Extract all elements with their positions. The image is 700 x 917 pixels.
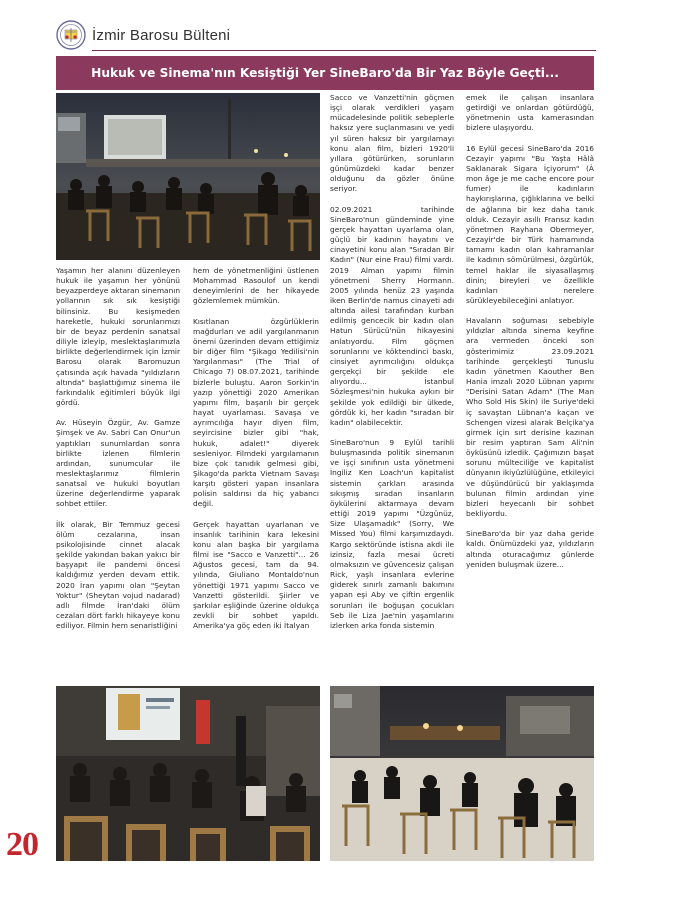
paragraph: SineBaro'da bir yaz daha geride kaldı. Önümüzdeki yaz, yıldızların altında oturacağımız günlerde yeniden buluşmak üzere... [466,529,594,569]
paragraph: Yaşamın her alanını düzenleyen hukuk ile yaşamın her yönünü beyazperdeye aktaran sinemanın yollarının sık sık kesiştiği bilinsiniz. Bu kesişmeden hareketle, hukuki sorunlarımızı bir de beyaz perdenin sanatsal diliyle izleyip, meslektaşlarımızla birlikte değerlendirmek için İzmir Barosu olarak Baromuzun çatısında açık havada "yıldızların altında" başlattığımız sinema ile farkındalık eğitimleri büyük ilgi gördü. [56,266,180,408]
page-header [56,20,596,52]
rooftop-screening-photo [56,93,320,260]
rooftop-audience-photo [330,686,594,861]
page-number: 20 [6,826,38,863]
article-column-1 [56,266,180,641]
paragraph: İlk olarak, Bir Temmuz gecesi ölüm cezalarına, insan psikolojisinde cinnet alacak şekilde yakından bakan yakıcı bir başyapıt ile pandemi öncesi kaldığımız yerden devam ettik. 2020 İran yapımı olan "Şeytan Yoktur" (Sheytan vojud nadarad) adlı filmde İran'daki ölüm cezaları dört farklı hikayeye konu ediliyor. Filmin hem senaristliğini [56,519,180,631]
bar-association-logo-icon [56,20,86,50]
paragraph: Havaların soğuması sebebiyle yıldızlar altında sinema keyfine ara vermeden önceki son gösterimimiz 23.09.2021 tarihinde gerçekleşti Tunuslu kadın yönetmen Kaouther Ben Hania imzalı 2020 Lübnan yapımı "Derisini Satan Adam" (The Man Who Sold His Skin) ile Suriye'deki iç savaştan Lübnan'a kaçan ve Schengen vizesi alarak Belçika'ya girmek için sırt derisine kazınan bir resim yaptıran Sam Ali'nin öyküsünü izledik. Çağımızın başat sorunu mülteciliğe ve kapitalist dünyanın ikiyüzlülüğüne, etkileyici ve düşündürücü bir yaklaşımda bulunan filmin ardından yine bizleri heyecanlı bir sohbet bekliyordu. [466,316,594,519]
paragraph: 02.09.2021 tarihinde SineBaro'nun gündeminde yine gerçek hayattan uyarlama olan, güçlü bir kadının hayatını ve cinayetini konu alan "Sıradan Bir Kadın" (Nur eine Frau) filmi vardı. 2019 Alman yapımı filmin yönetmeni Sherry Hormann. 2005 yılında henüz 23 yaşında iken Berlin'de namus cinayeti adı altında ailesi tarafından kurban edilmiş gencecik bir kadın olan Hatun Sürücü'nün hikayesini anlatıyordu. Film göçmen sorunlarını ve köktendinci baskı, cinsiyet ayrımcılığını oldukça gerçekçi bir şekilde ele alıyordu... İstanbul Sözleşmesi'nin hukuka aykırı bir şekilde yok edildiği bir ülkede, gördük ki, her kadın "sıradan bir kadın" olabilecektir. [330,204,454,427]
paragraph: Av. Hüseyin Özgür, Av. Gamze Şimşek ve Av. Sabri Can Onur'un yaptıkları sunumlardan sonra birlikte izlenen filmlerin ardından, sunumcular ile meslektaşlarımız filmlerin sanatsal ve hukuki boyutları üzerine değerlendirme yaparak sohbet ettiler. [56,418,180,509]
paragraph: Kısıtlanan özgürlüklerin mağdurları ve adil yargılanmanın önemi üzerinden devam ettiğimiz bir diğer film "Şikago Yedilisi'nin Yargılanması" (The Trial of Chicago 7) 08.07.2021, tarihinde bizlerle buluştu. Aaron Sorkin'in yazıp yönettiği 2020 Amerikan yapımı film, başarılı bir gerçek hayat uyarlaması. Savaşa ve ayrımcılığa hayır diyen film, seyircisine bizler gibi "hak, hukuk, adalet!" diyerek sesleniyor. Filmdeki yargılamanın bize çok tanıdık gelmesi gibi, Şikago'da parkta Vietnam Savaşı karşıtı gösteri yapan insanlara polisin saldırısı da hiç yabancı değil. [193,316,319,509]
paragraph: 16 Eylül gecesi SineBaro'da 2016 Cezayir yapımı "Bu Yaşta Hâlâ Saklanarak Sigara İçiyorum" (À mon âge je me cache encore pour fumer) ile kadınların haykırışlarına, çığlıklarına ve belki de ağlarına bir kez daha tanık olduk. Cezayir asıllı Fransız kadın yönetmen Rayhana Obermeyer, Cezayir'de bir Türk hamamında tamamı kadın olan kahramanlar ile kadının sömürülmesi, özgürlük, temel haklar ile siyasallaşmış dinin; bireyleri ve özellikle kadınları nerelere sürükleyebileceğini anlatıyor. [466,143,594,305]
paragraph: Gerçek hayattan uyarlanan ve insanlık tarihinin kara lekesini konu alan başka bir yargılama filmi ise "Sacco e Vanzetti"... 26 Ağustos gecesi, tam da 94. yılında, Giuliano Montaldo'nun yönettiği 1971 yapımı Sacco ve Vanzetti gösterildi. Şiirler ve şarkılar eşliğinde üzerine oldukça zevkli bir sohbet yapıldı. Amerika'ya göç eden iki İtalyan [193,519,319,631]
article-column-2 [193,266,319,641]
paragraph: Sacco ve Vanzetti'nin göçmen işçi olarak verdikleri yaşam mücadelesinde politik sebeplerle haksız yere suçlanmasını ve yedi yıl süren haksız bir yargılamayı konu alan film, bizleri 1920'li yıllara götürürken, sorunların günümüzdeki kadar benzer olduğunu da gözler önüne seriyor. [330,93,454,194]
paragraph: SineBaro'nun 9 Eylül tarihli buluşmasında politik sinemanın ve işçi sınıfının usta yönetmeni İngiliz Ken Loach'un kapitalist sistemin çarkları arasında sıkışmış sıradan insanların öykülerini aktarmaya devam ettiği 2019 yapımı "Üzgünüz, Size Ulaşamadık" (Sorry, We Missed You) filmi karşımızdaydı. Kargo sektöründe istisna akdi ile izinsiz, fazla mesai ücreti olmaksızın ve güvencesiz çalışan Rick, yaşlı insanlara evlerine giderek sınırlı zamanlı bakımını yapan eşi Aby ve çiftin ergenlik sorunları ile boğuşan çocukları Seb ile Liza Jae'nin yaşamlarını izlerken arka fonda sistemin [330,438,454,630]
article-column-4 [466,93,594,580]
header-divider [92,50,596,51]
presentation-audience-photo [56,686,320,861]
article-column-3 [330,93,454,641]
paragraph: hem de yönetmenliğini üstlenen Mohammad Rasoulof un kendi deneyimlerini de her hikayede gözlemlemek mümkün. [193,266,319,306]
publication-title: İzmir Barosu Bülteni [92,27,231,44]
article-title-banner: Hukuk ve Sinema'nın Kesiştiği Yer SineBaro'da Bir Yaz Böyle Geçti... [56,56,594,90]
paragraph: emek ile çalışan insanlara getirdiği ve onlardan götürdüğü, yönetmenin usta kamerasından bizlere ulaşıyordu. [466,93,594,133]
